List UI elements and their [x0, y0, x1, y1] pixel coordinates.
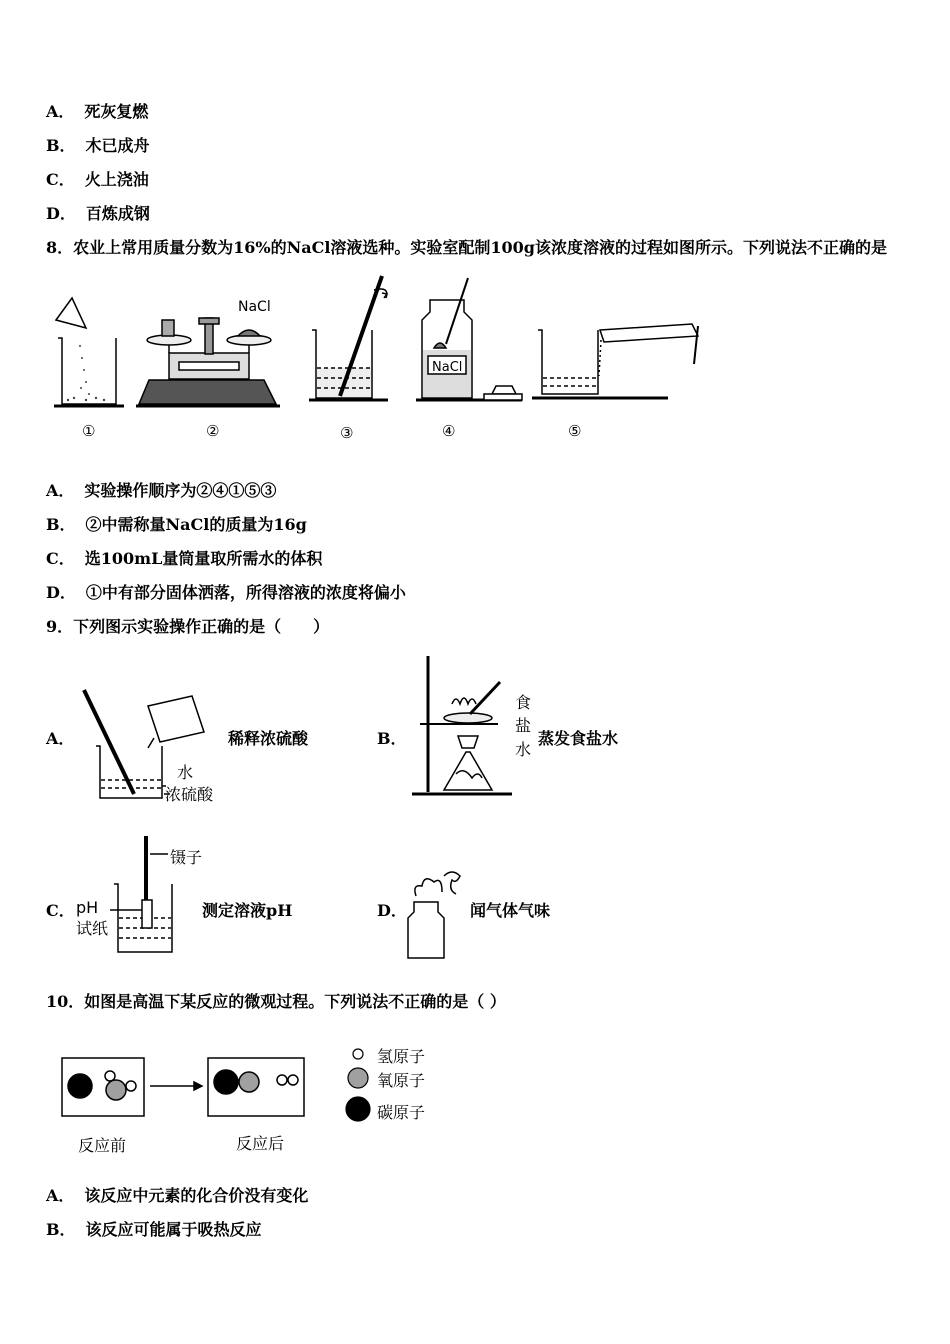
nacl-bottle-label: NaCl: [432, 360, 463, 375]
option-letter: D．: [46, 204, 76, 223]
q10-legend-hydrogen: 氢原子: [377, 1047, 426, 1066]
q9-b-label-2: 盐: [515, 716, 532, 735]
q9-option-c-caption: 测定溶液pH: [202, 901, 293, 920]
q9-a-label-water: 水: [177, 763, 194, 782]
q7-option-b: [46, 136, 150, 156]
q10-legend-oxygen: 氧原子: [377, 1071, 426, 1090]
option-text: 选100mL量筒量取所需水的体积: [84, 549, 323, 568]
q8-stem: 8．农业上常用质量分数为16%的NaCl溶液选种。实验室配制100g该浓度溶液的过程如图所示。下列说法不正确的是: [46, 238, 887, 257]
option-letter: B．: [46, 136, 76, 155]
step3-beaker: [309, 276, 388, 400]
q10-before-label: 反应前: [78, 1136, 127, 1155]
option-text: 死灰复燃: [84, 102, 149, 121]
nacl-top-label: NaCl: [238, 299, 271, 315]
q9-option-c-letter: C．: [46, 901, 75, 920]
option-text: 百炼成钢: [85, 204, 150, 223]
q10-option-a: [46, 1186, 308, 1206]
oxygen-atom-icon: [348, 1068, 368, 1088]
step-number-4: ④: [442, 422, 456, 440]
q9-d-figure: [400, 866, 472, 962]
option-text: ②中需称量NaCl的质量为16g: [85, 515, 307, 534]
option-letter: C．: [46, 549, 75, 568]
option-letter: A．: [46, 481, 75, 500]
option-text: ①中有部分固体洒落，所得溶液的浓度将偏小: [85, 583, 406, 602]
option-text: 实验操作顺序为②④①⑤③: [84, 481, 277, 500]
q9-b-label-3: 水: [515, 740, 532, 759]
option-text: 火上浇油: [84, 170, 149, 189]
q9-option-d-letter: D．: [377, 901, 407, 920]
step4-bottle: [416, 278, 522, 400]
q10-figure: [58, 1048, 312, 1124]
carbon-atom-icon: [346, 1097, 370, 1121]
q10-option-b: [46, 1220, 262, 1240]
q7-option-a: [46, 102, 148, 122]
option-text: 木已成舟: [85, 136, 150, 155]
q9-a-label-acid: 浓硫酸: [165, 785, 214, 804]
option-letter: C．: [46, 170, 75, 189]
q8-option-d: [46, 583, 406, 603]
q9-stem: 9．下列图示实验操作正确的是（ ）: [46, 617, 330, 636]
step-number-1: ①: [82, 422, 96, 440]
option-letter: D．: [46, 583, 76, 602]
step1-beaker: [54, 298, 124, 406]
q9-b-label-1: 食: [515, 693, 532, 712]
step-number-2: ②: [206, 422, 220, 440]
q8-option-b: [46, 515, 307, 535]
option-letter: A．: [46, 102, 75, 121]
option-text: 该反应中元素的化合价没有变化: [84, 1186, 309, 1205]
step-number-5: ⑤: [568, 422, 582, 440]
q7-option-d: [46, 204, 150, 224]
q9-option-d-caption: 闻气体气味: [470, 901, 551, 920]
q7-option-c: [46, 170, 149, 190]
option-letter: A．: [46, 1186, 75, 1205]
q9-b-figure: [408, 654, 514, 798]
hydrogen-atom-icon: [353, 1049, 363, 1059]
q8-option-c: [46, 549, 322, 569]
q9-c-label-paper: 试纸: [76, 919, 109, 938]
q10-legend-carbon: 碳原子: [377, 1103, 426, 1122]
q9-c-label-ph: pH: [76, 898, 99, 917]
option-letter: B．: [46, 515, 76, 534]
q9-c-label-tweezers: 镊子: [170, 848, 203, 867]
q10-after-label: 反应后: [236, 1134, 285, 1153]
step2-balance: [136, 318, 280, 406]
q9-option-b-caption: 蒸发食盐水: [538, 729, 619, 748]
q8-option-a: [46, 481, 276, 501]
q10-legend-icons: [344, 1044, 374, 1124]
q8-figure: [44, 268, 714, 442]
q9-option-b-letter: B．: [377, 729, 407, 748]
q9-option-a-letter: A．: [46, 729, 75, 748]
step-number-3: ③: [340, 424, 354, 442]
q9-option-a-caption: 稀释浓硫酸: [228, 729, 309, 748]
q10-stem: 10．如图是高温下某反应的微观过程。下列说法不正确的是（ ）: [46, 992, 506, 1011]
option-text: 该反应可能属于吸热反应: [85, 1220, 262, 1239]
step5-beaker: [532, 324, 698, 398]
option-letter: B．: [46, 1220, 76, 1239]
